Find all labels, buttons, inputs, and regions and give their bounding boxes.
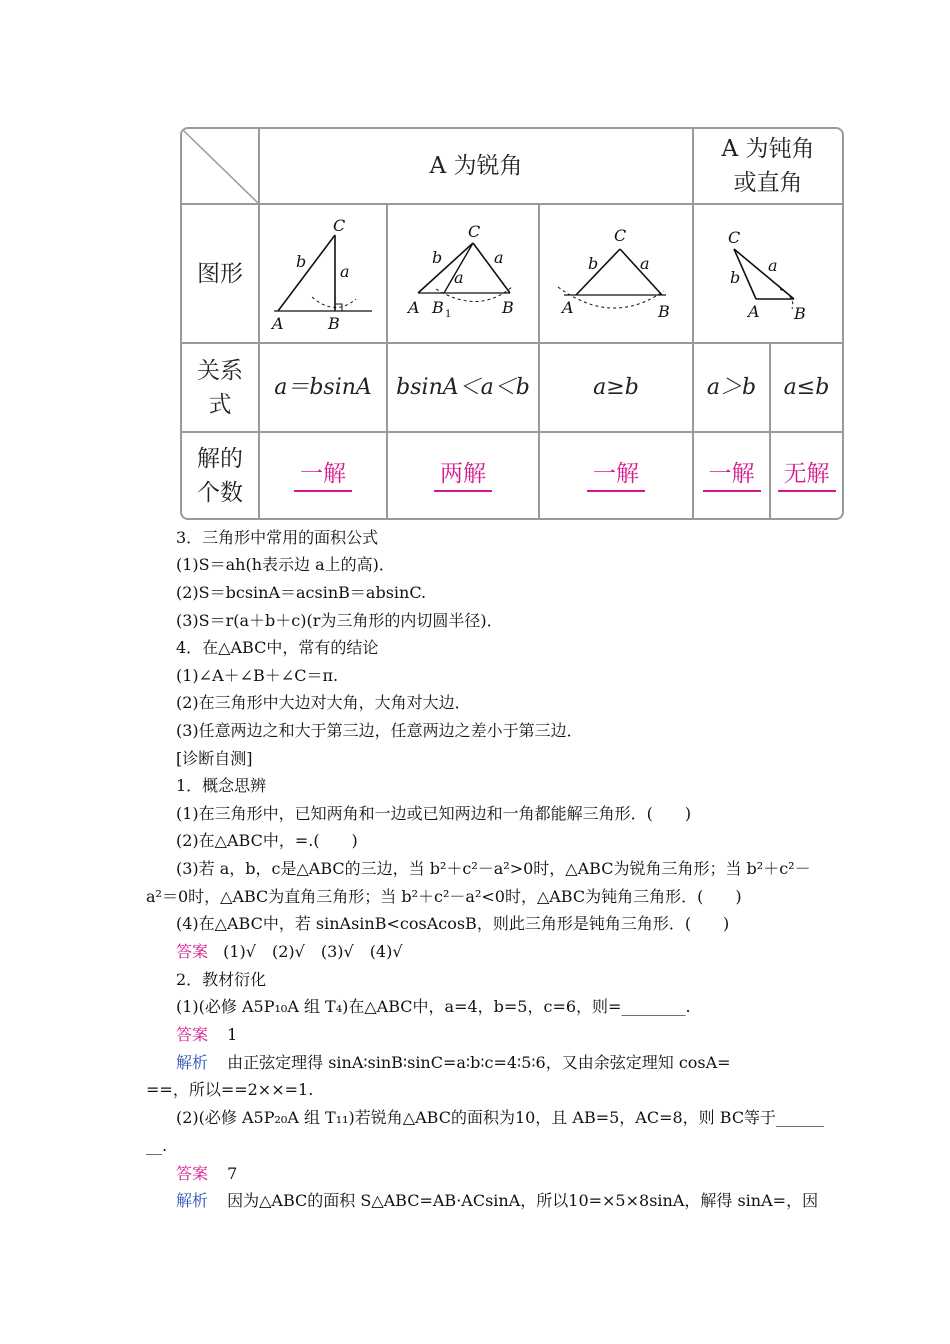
vertex-label-b1: B xyxy=(432,298,444,317)
conclusion-line: (1)∠A＋∠B＋∠C＝π. xyxy=(176,666,339,685)
conclusion-line: (3)任意两边之和大于第三边，任意两边之差小于第三边． xyxy=(176,721,583,740)
side-label-a-inner: a xyxy=(454,268,464,287)
answer-label: 答案 xyxy=(176,1025,209,1044)
question-line: (1)在三角形中，已知两角和一边或已知两边和一角都能解三角形．( ) xyxy=(176,804,692,823)
count-answer: 两解 xyxy=(434,459,492,492)
section-heading-self-test: [诊断自测] xyxy=(176,749,253,768)
answer-text: 7 xyxy=(227,1164,238,1183)
question-line: (3)若 a，b，c是△ABC的三边，当 b²＋c²－a²>0时，△ABC为锐角三角形；当 b²＋c²－ xyxy=(176,859,811,878)
vertex-label-b: B xyxy=(328,314,340,333)
answer-text: 1 xyxy=(227,1025,238,1044)
question-line: (4)在△ABC中，若 sinAsinB<cosAcosB，则此三角形是钝角三角形．( ) xyxy=(176,914,730,933)
header-obtuse-line1: A 为钝角 xyxy=(721,136,815,162)
vertex-label-c: C xyxy=(333,216,346,235)
diagonal-header-cell xyxy=(182,129,259,204)
vertex-label-c: C xyxy=(728,228,741,247)
subsection-heading: 1．概念思辨 xyxy=(176,776,267,795)
row-label-figure-text: 图形 xyxy=(197,260,243,287)
row-label-relation-line1: 关系 xyxy=(197,357,243,384)
answer-label: 答案 xyxy=(176,942,209,961)
formula-line: (1)S＝ah(h表示边 a上的高)． xyxy=(176,555,395,574)
relation-text: a≥b xyxy=(593,374,639,400)
side-label-b: b xyxy=(432,248,443,267)
vertex-label-b: B xyxy=(794,304,806,323)
question-line: (1)(必修 A5P₁₀A 组 T₄)在△ABC中，a=4，b=5，c=6，则=________. xyxy=(176,997,691,1016)
side-label-a: a xyxy=(768,256,778,275)
question-line: (2)在△ABC中，=.( ) xyxy=(176,831,358,850)
question-line: (2)(必修 A5P₂₀A 组 T₁₁)若锐角△ABC的面积为10，且 AB=5，AC=8，则 BC等于______ xyxy=(176,1108,825,1127)
answer-line xyxy=(176,1163,237,1185)
row-label-figure xyxy=(182,205,258,342)
relation-text: a＞b xyxy=(706,374,757,400)
row-label-count xyxy=(182,433,258,518)
relation-text: bsinA＜a＜b xyxy=(396,374,530,400)
row-label-relation xyxy=(182,344,258,431)
solution-count-table xyxy=(180,127,844,520)
triangle-figure-right-angle xyxy=(260,205,386,342)
answer-line xyxy=(176,1024,237,1046)
header-acute xyxy=(260,129,692,203)
side-label-a: a xyxy=(640,254,650,273)
analysis-line xyxy=(176,1052,731,1074)
relation-text: a≤b xyxy=(783,374,830,400)
analysis-line xyxy=(176,1190,818,1212)
count-cell xyxy=(260,433,386,518)
answer-line xyxy=(176,941,403,963)
relation-cell xyxy=(540,344,692,431)
subscript-one: 1 xyxy=(445,309,452,320)
answer-label: 答案 xyxy=(176,1164,209,1183)
analysis-line: ==，所以==2××=1. xyxy=(146,1080,314,1099)
side-label-a: a xyxy=(340,262,350,281)
header-obtuse-line2: 或直角 xyxy=(733,170,803,196)
formula-line: (2)S＝bcsinA＝acsinB＝absinC. xyxy=(176,583,427,602)
side-label-a: a xyxy=(494,248,504,267)
formula-line: (3)S＝r(a＋b＋c)(r为三角形的内切圆半径)． xyxy=(176,611,503,630)
relation-cell xyxy=(694,344,769,431)
vertex-label-b: B xyxy=(658,302,670,321)
vertex-label-b: B xyxy=(502,298,514,317)
section-heading-conclusions: 4．在△ABC中，常有的结论 xyxy=(176,638,379,657)
question-line: __. xyxy=(146,1136,168,1155)
analysis-text: 由正弦定理得 sinA∶sinB∶sinC=a∶b∶c=4∶5∶6，又由余弦定理知 cosA= xyxy=(227,1053,731,1072)
row-label-count-line2: 个数 xyxy=(197,479,243,506)
question-line: a²＝0时，△ABC为直角三角形；当 b²＋c²－a²<0时，△ABC为钝角三角形．( ) xyxy=(146,887,742,906)
vertex-label-a: A xyxy=(562,298,574,317)
count-cell xyxy=(540,433,692,518)
row-label-count-line1: 解的 xyxy=(197,445,243,472)
analysis-label: 解析 xyxy=(176,1191,209,1210)
header-obtuse xyxy=(694,129,842,203)
count-answer: 无解 xyxy=(778,459,836,492)
count-cell xyxy=(694,433,769,518)
count-cell xyxy=(388,433,538,518)
header-acute-text: A 为锐角 xyxy=(429,153,523,179)
vertex-label-a: A xyxy=(272,314,284,333)
count-answer: 一解 xyxy=(294,459,352,492)
vertex-label-c: C xyxy=(614,226,627,245)
section-heading-area-formulas: 3．三角形中常用的面积公式 xyxy=(176,528,379,547)
side-label-b: b xyxy=(588,254,599,273)
relation-cell xyxy=(771,344,842,431)
relation-text: a＝bsinA xyxy=(274,374,372,400)
count-cell xyxy=(771,433,842,518)
triangle-figure-two-solutions xyxy=(388,205,538,342)
subsection-heading: 2．教材衍化 xyxy=(176,970,267,989)
relation-cell xyxy=(388,344,538,431)
count-answer: 一解 xyxy=(703,459,761,492)
vertex-label-a: A xyxy=(748,302,760,321)
row-label-relation-line2: 式 xyxy=(208,391,232,418)
triangle-figure-obtuse xyxy=(694,205,842,342)
relation-cell xyxy=(260,344,386,431)
conclusion-line: (2)在三角形中大边对大角，大角对大边． xyxy=(176,693,471,712)
analysis-label: 解析 xyxy=(176,1053,209,1072)
side-label-b: b xyxy=(730,268,741,287)
vertex-label-c: C xyxy=(468,222,481,241)
triangle-figure-a-ge-b xyxy=(540,205,692,342)
analysis-text: 因为△ABC的面积 S△ABC=AB·ACsinA，所以10=×5×8sinA，解得 sinA=，因 xyxy=(227,1191,819,1210)
side-label-b: b xyxy=(296,252,307,271)
answer-text: (1)√ (2)√ (3)√ (4)√ xyxy=(223,942,403,961)
vertex-label-a: A xyxy=(408,298,420,317)
count-answer: 一解 xyxy=(587,459,645,492)
